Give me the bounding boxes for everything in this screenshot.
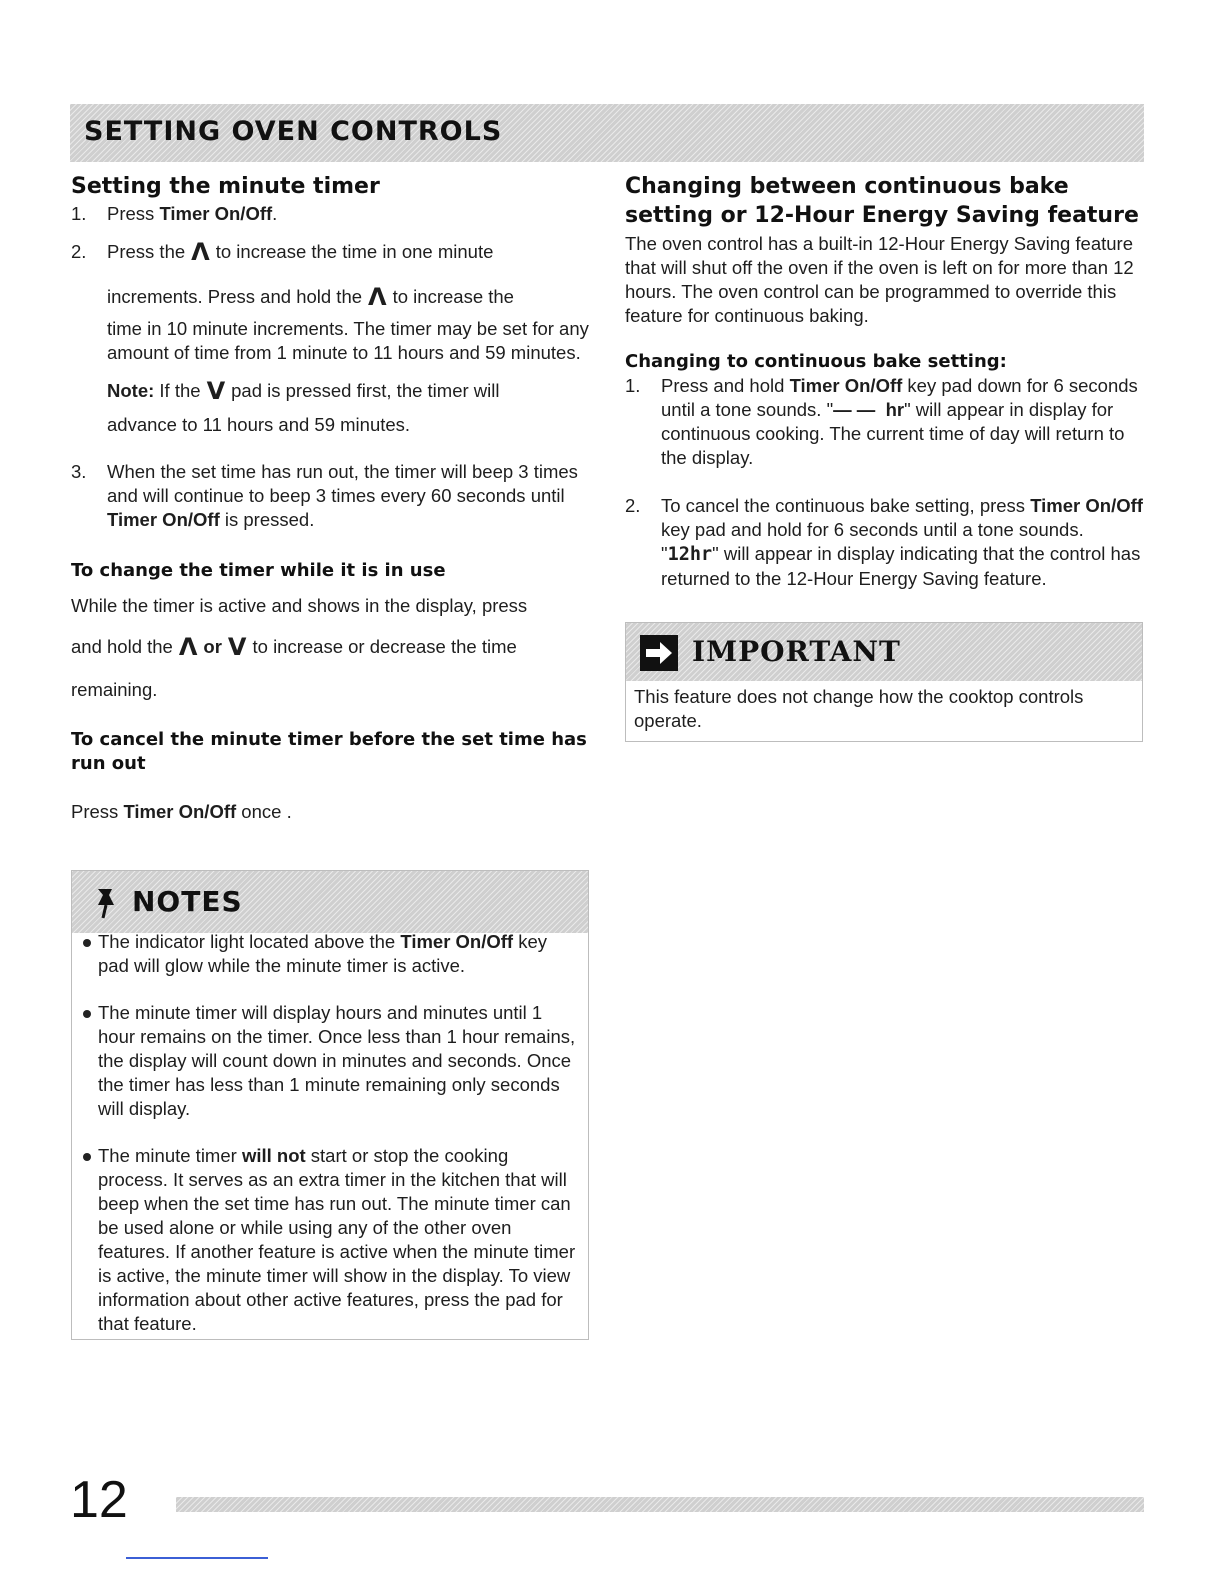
important-text: This feature does not change how the cooktop controls operate. <box>634 686 1084 731</box>
minute-timer-heading: Setting the minute timer <box>71 174 380 199</box>
right-column: Changing between continuous bake setting or 12-Hour Energy Saving feature The oven control has a built-in 12-Hour Energy Saving feature that will shut off the oven if the oven is left on for more than 12 hours. The oven control can be programmed to override this feature for continuous baking. Changing to continuous bake setting: 1. Press and hold Timer On/Off key pad down for 6 seconds until a tone sounds. "— — hr" will appear in display for continuous cooking. The current time of day will return to the display. 2. To cancel the continuous bake setting, press Timer On/Off key pad and hold for 6 seconds until a tone sounds. "12hr" will appear in display indicating that the control has returned to the 12-Hour Energy Saving feature. <box>625 172 1145 591</box>
cancel-timer-heading: To cancel the minute timer before the set time has run out <box>71 729 587 774</box>
down-arrow-icon: V <box>227 633 247 661</box>
page-title: SETTING OVEN CONTROLS <box>84 116 503 147</box>
timer-step-1: 1. Press Timer On/Off. <box>71 203 278 224</box>
important-box <box>625 622 1143 742</box>
bake-step-1: 1. Press and hold Timer On/Off key pad down for 6 seconds until a tone sounds. "— — hr" will appear in display for continuous cooking. The current time of day will return to the display. <box>625 375 1138 468</box>
footer-bar <box>176 1497 1144 1512</box>
change-timer-heading: To change the timer while it is in use <box>71 560 446 581</box>
bake-step-2: 2. To cancel the continuous bake setting, press Timer On/Off key pad and hold for 6 seconds until a tone sounds. "12hr" will appear in display indicating that the control has returned to the 12-Hour Energy Saving feature. <box>625 495 1143 589</box>
continuous-bake-heading: Changing between continuous bake setting or 12-Hour Energy Saving feature <box>625 174 1139 228</box>
cancel-timer-text: Press Timer On/Off once . <box>71 801 292 822</box>
down-arrow-icon: V <box>206 377 226 405</box>
timer-key-label: Timer On/Off <box>159 203 273 224</box>
pushpin-icon <box>92 885 124 919</box>
section-banner <box>70 104 1144 162</box>
important-header <box>626 623 1142 681</box>
left-column: Setting the minute timer 1. Press Timer On/Off. 2. Press the Λ to increase the time in one minute increments. Press and hold the Λ to increase the time in 10 minute increments. The timer may be set for any amount of time from 1 minute to 11 hours and 59 minutes. Note: If the V pad is pressed first, the timer will advance to 11 hours and 59 minutes. 3. When the set time has run out, the timer will beep 3 times and will continue to beep 3 times every 60 seconds until Timer On/Off is pressed. To change the timer while it is in use While the timer is active and shows in the display, press and hold the Λ or V to increase or decrease the time remaining. To cancel the minute timer before the set time has run out Press Timer On/Off once . <box>71 172 591 824</box>
list-item: The minute timer will not start or stop the cooking process. It serves as an extra timer in the kitchen that will beep when the set time has run out. The minute timer can be used alone or while using any of the other oven features. If another feature is active when the minute timer is active, the minute timer will show in the display. To view information about other active features, press the pad for that feature. <box>98 1144 578 1336</box>
notes-list <box>72 930 588 1336</box>
timer-step-3: 3. When the set time has run out, the timer will beep 3 times and will continue to beep 3 times every 60 seconds until Timer On/Off is pressed. <box>71 461 578 530</box>
important-title: IMPORTANT <box>692 635 901 668</box>
list-item: The minute timer will display hours and minutes until 1 hour remains on the timer. Once less than 1 hour remains, the display will count down in minutes and seconds. Once the timer has less than 1 minute remaining only seconds will display. <box>98 1001 578 1121</box>
up-arrow-icon: Λ <box>191 238 210 266</box>
link-underline <box>126 1557 268 1559</box>
notes-header <box>72 871 588 933</box>
up-arrow-icon: Λ <box>368 283 387 311</box>
up-arrow-icon: Λ <box>178 633 198 661</box>
notes-title: NOTES <box>132 885 243 918</box>
list-item: The indicator light located above the Timer On/Off key pad will glow while the minute timer is active. <box>98 930 578 978</box>
continuous-bake-subheading: Changing to continuous bake setting: <box>625 351 1007 372</box>
arrow-right-box-icon <box>640 635 678 671</box>
notes-box <box>71 870 589 1340</box>
timer-step-2: 2. Press the Λ to increase the time in one minute increments. Press and hold the Λ to increase the time in 10 minute increments. The timer may be set for any amount of time from 1 minute to 11 hours and 59 minutes. Note: If the V pad is pressed first, the timer will advance to 11 hours and 59 minutes. <box>71 240 591 437</box>
page-number: 12 <box>70 1471 128 1529</box>
timer-note: Note: If the V pad is pressed first, the timer will <box>107 377 500 405</box>
